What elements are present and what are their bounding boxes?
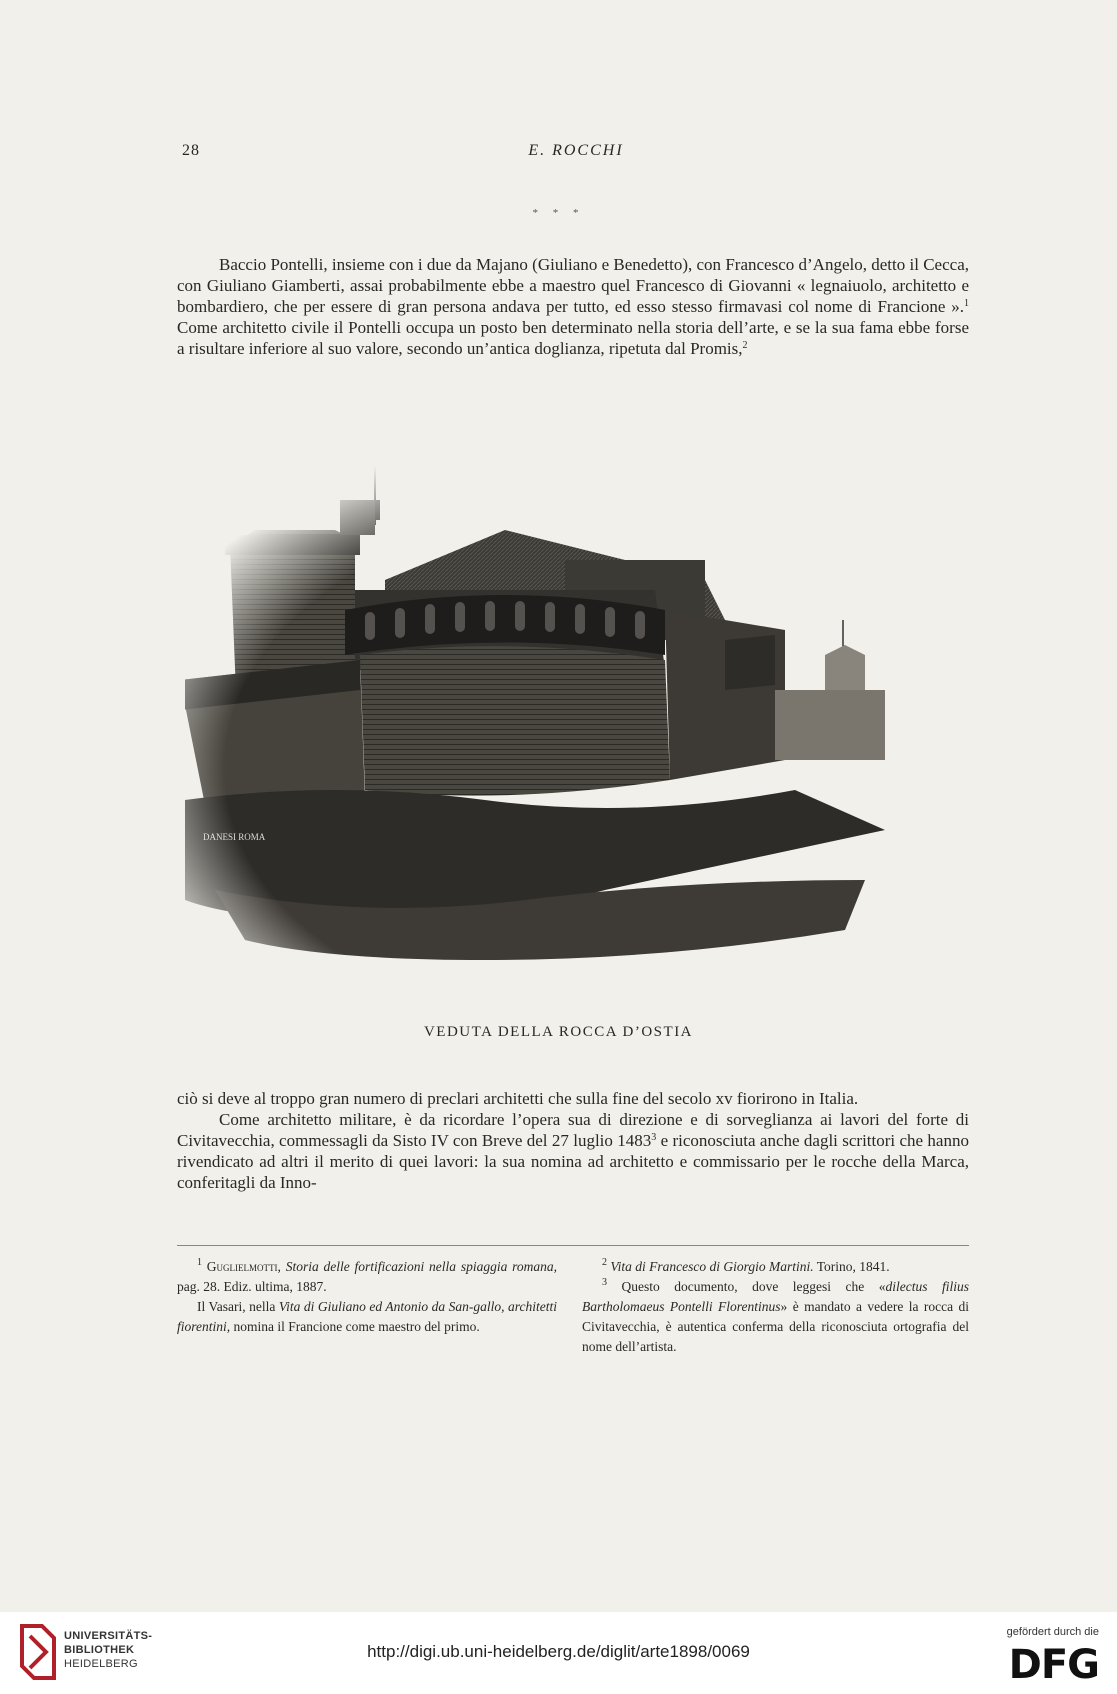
engraving-figure [185,460,985,1040]
footnote-1-continued: Il Vasari, nella Vita di Giuliano ed Antonio da San-gallo, architetti fiorentini, nomina il Francione come maestro del primo. [177,1299,557,1334]
funding-label: gefördert durch die [1006,1626,1099,1638]
digitization-footer [0,1612,1117,1694]
footnote-ref-1: 1 [964,298,969,309]
section-ornament: * * * [532,207,585,219]
figure-caption: VEDUTA DELLA ROCCA D’OSTIA [423,1024,694,1040]
running-header [182,142,970,166]
rocca-ostia-illustration [185,460,985,1020]
footnote-2: $^2$ Vita di Francesco di Giorgio Martini. Torino, 1841. [602,1257,890,1274]
footnotes-right [582,1257,969,1357]
running-title: E. ROCCHI [528,142,624,159]
paragraph-2: ciò si deve al troppo gran numero di preclari architetti che sulla fine del secolo xv fiorirono in Italia. [177,1089,859,1108]
permalink-url[interactable]: http://digi.ub.uni-heidelberg.de/diglit/arte1898/0069 [367,1642,750,1661]
footnote-ref-3: 3 [651,1132,657,1143]
page-number: 28 [182,142,200,159]
footnote-rule [177,1245,969,1246]
text-block-top [177,254,969,359]
institution-name: UNIVERSITÄTS- BIBLIOTHEK HEIDELBERG [64,1630,153,1670]
footnote-ref-2: 2 [742,340,748,351]
text-block-bottom [177,1088,969,1193]
paragraph-1: Baccio Pontelli, insieme con i due da Majano (Giuliano e Benedetto), con Francesco d’Angelo, detto il Cecca, con Giuliano Giamberti, assai probabilmente ebbe a maestro quel Francesco di Giovanni « legnaiuolo, architetto e bombardiero, che per essere di gran persona andava per tutto, ed esso stesso firmavasi col nome di Francione ».$^1$ Come architetto civile il Pontelli occupa un posto ben determinato nella storia dell’arte, e se la sua fama ebbe forse a risultare inferiore al suo valore, secondo un’antica doglianza, ripetuta dal Promis,$^2$ [177,255,969,358]
paragraph-3: Come architetto militare, è da ricordare l’opera sua di direzione e di sorveglianza ai lavori del forte di Civitavecchia, commessagli da Sisto IV con Breve del 27 luglio 1483$^3$ e riconosciuta anche dagli scrittori che hanno rivendicato ad altri il merito di quei lavori: la sua nomina ad architetto e commissario per le rocche della Marca, conferitagli da Inno- [177,1110,969,1192]
footnote-3: $^3$ Questo documento, dove leggesi che «dilectus filius Bartholomaeus Pontelli Florentinus» è mandato a vedere la rocca di Civitavecchia, è autentica conferma della riconosciuta ortografia del nome dell’artista. [582,1277,970,1354]
footnotes-left [177,1257,557,1337]
dfg-logo: DFG [1008,1642,1099,1688]
footnote-1: $^1$ Guglielmotti, Storia delle fortificazioni nella spiaggia romana, pag. 28. Ediz. ultima, 1887. [177,1257,558,1294]
